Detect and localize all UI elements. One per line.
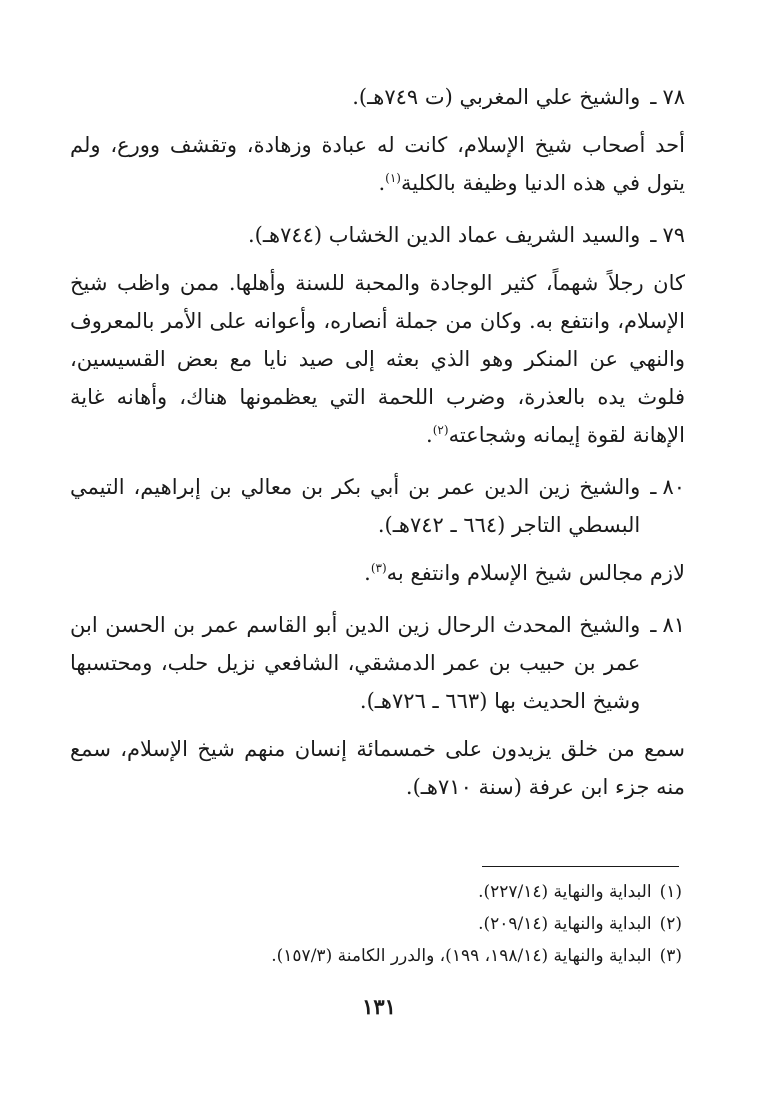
entry-body-text: سمع من خلق يزيدون على خمسمائة إنسان منهم شيخ الإسلام، سمع منه جزء ابن عرفة (سنة ٧١٠هـ). bbox=[70, 737, 685, 799]
entry-description bbox=[70, 554, 685, 592]
entry-heading bbox=[70, 78, 685, 116]
entry-dash: ـ bbox=[650, 85, 657, 109]
page-number: ١٣١ bbox=[362, 994, 396, 1019]
footnote-item bbox=[230, 876, 682, 908]
entry-body-text: أحد أصحاب شيخ الإسلام، كانت له عبادة وزهادة، وتقشف وورع، ولم يتول في هذه الدنيا وظيفة بالكلية bbox=[70, 133, 685, 195]
footnote-item bbox=[230, 940, 682, 972]
entry-number: ٨٠ bbox=[662, 475, 685, 499]
entry-body-end: . bbox=[426, 423, 433, 447]
entry-79 bbox=[70, 216, 685, 454]
footnote-text: البداية والنهاية (٢٠٩/١٤). bbox=[478, 914, 652, 934]
entry-body-text: كان رجلاً شهماً، كثير الوجادة والمحبة للسنة وأهلها. ممن واظب شيخ الإسلام، وانتفع به. وكان من جملة أنصاره، وأعوانه على الأمر بالمعروف والنهي عن المنكر وهو الذي بعثه إلى صيد نايا مع بعض القسيسين، فلوث يده بالعذرة، وضرب اللحمة التي يعظمونها هناك، وأهانه غاية الإهانة لقوة إيمانه وشجاعته bbox=[70, 271, 685, 447]
entry-heading bbox=[70, 216, 685, 254]
entry-dash: ـ bbox=[650, 613, 657, 637]
entry-number: ٧٩ bbox=[662, 223, 685, 247]
entry-title: والشيخ علي المغربي (ت ٧٤٩هـ). bbox=[352, 85, 641, 109]
entry-title: والسيد الشريف عماد الدين الخشاب (٧٤٤هـ). bbox=[247, 223, 641, 247]
entry-description bbox=[70, 126, 685, 202]
entry-description bbox=[70, 730, 685, 806]
entry-title: والشيخ المحدث الرحال زين الدين أبو القاسم عمر بن الحسن ابن عمر بن حبيب بن عمر الدمشقي، الشافعي نزيل حلب، ومحتسبها وشيخ الحديث بها (٦٦٣ ـ ٧٢٦هـ). bbox=[70, 613, 641, 713]
entry-dash: ـ bbox=[650, 475, 657, 499]
entry-description bbox=[70, 264, 685, 454]
entry-dash: ـ bbox=[650, 223, 657, 247]
footnote-separator bbox=[482, 866, 679, 867]
footnote-text: البداية والنهاية (٢٢٧/١٤). bbox=[478, 882, 652, 902]
entry-80 bbox=[70, 468, 685, 592]
footnotes bbox=[230, 876, 682, 972]
entry-title: والشيخ زين الدين عمر بن أبي بكر بن معالي بن إبراهيم، التيمي البسطي التاجر (٦٦٤ ـ ٧٤٢هـ). bbox=[70, 475, 641, 537]
entry-number: ٨١ bbox=[662, 613, 685, 637]
footnote-number: (٣) bbox=[659, 946, 682, 966]
footnote-reference[interactable]: (٢) bbox=[432, 423, 449, 437]
page-body bbox=[70, 78, 685, 820]
entry-body-end: . bbox=[364, 561, 371, 585]
entry-81 bbox=[70, 606, 685, 806]
footnote-item bbox=[230, 908, 682, 940]
footnote-reference[interactable]: (١) bbox=[385, 171, 401, 185]
entry-heading bbox=[70, 468, 685, 544]
footnote-number: (١) bbox=[659, 882, 682, 902]
footnote-reference[interactable]: (٣) bbox=[370, 561, 387, 575]
entry-78 bbox=[70, 78, 685, 202]
footnote-number: (٢) bbox=[659, 914, 682, 934]
entry-number: ٧٨ bbox=[662, 85, 685, 109]
entry-heading bbox=[70, 606, 685, 720]
entry-body-end: . bbox=[378, 171, 386, 195]
footnote-text: البداية والنهاية (١٩٨/١٤، ١٩٩)، والدرر الكامنة (١٥٧/٣). bbox=[271, 946, 652, 966]
entry-body-text: لازم مجالس شيخ الإسلام وانتفع به bbox=[386, 561, 685, 585]
